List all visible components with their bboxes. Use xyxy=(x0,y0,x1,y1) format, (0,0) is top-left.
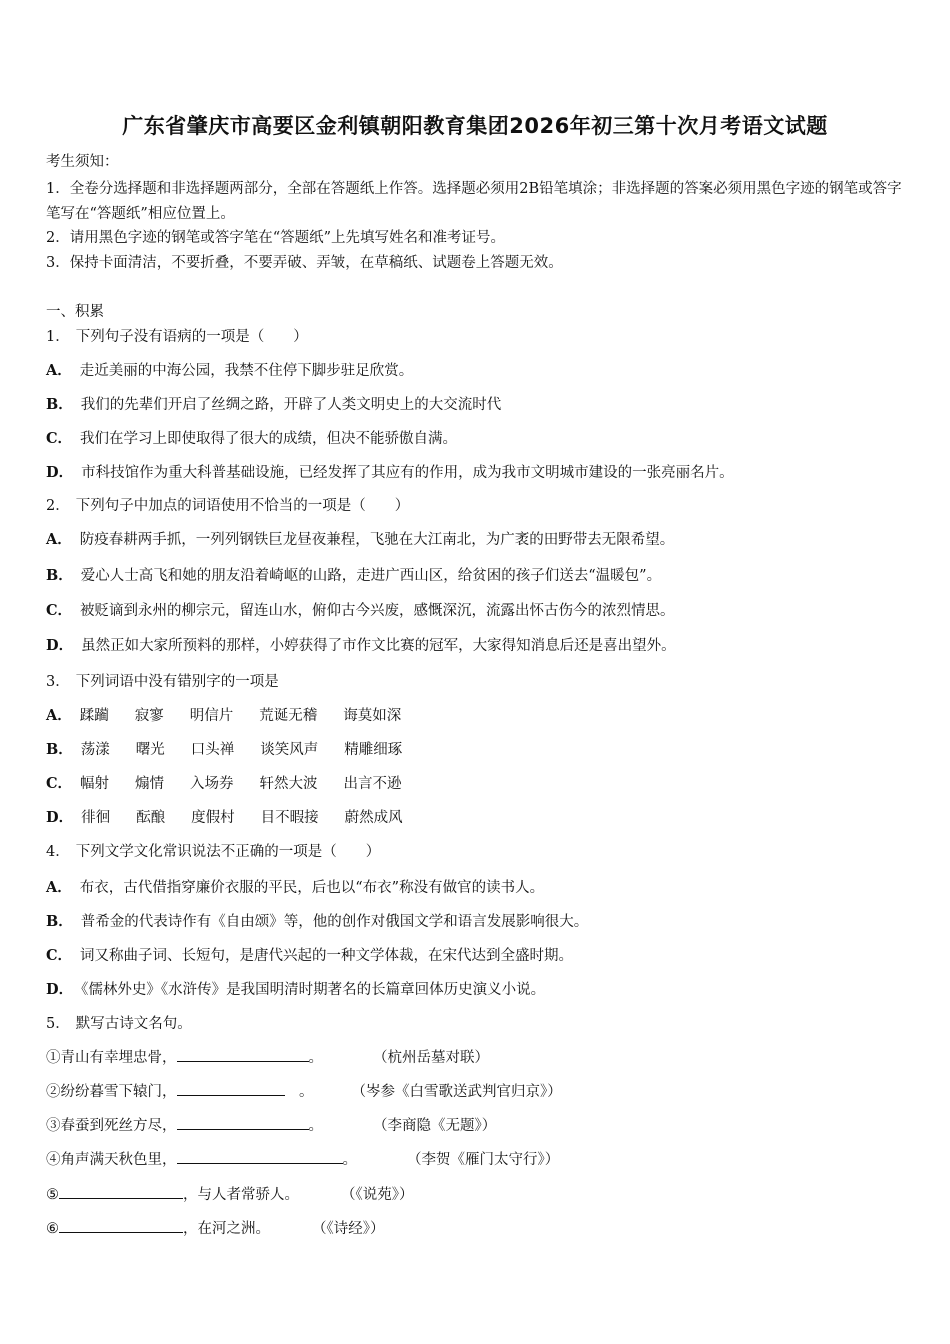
dictation-source: （岑参《白雪歌送武判官归京》） xyxy=(351,1084,562,1100)
question-number: 3． xyxy=(46,674,70,690)
dictation-item-5 xyxy=(46,1184,910,1205)
answer-blank[interactable] xyxy=(59,1184,183,1199)
q1-option-c xyxy=(46,429,910,449)
option-label: C． xyxy=(46,947,73,964)
dictation-after: 。 xyxy=(284,1084,314,1100)
question-text: 默写古诗文名句。 xyxy=(75,1016,192,1032)
option-label: A． xyxy=(46,362,72,379)
dictation-before: ⑤ xyxy=(46,1187,59,1203)
word: 酝酿 xyxy=(136,810,166,826)
question-4-stem xyxy=(46,842,910,862)
question-text: 下列句子没有语病的一项是（ ） xyxy=(75,329,308,345)
dictation-after: 。 xyxy=(308,1050,323,1066)
q4-option-d xyxy=(46,980,910,1000)
question-2-stem xyxy=(46,496,910,516)
option-text: 布衣，古代借指穿廉价衣服的平民，后也以“布衣”称没有做官的读书人。 xyxy=(79,880,545,896)
dictation-after: ，与人者常骄人。 xyxy=(183,1187,299,1203)
q2-option-b xyxy=(46,566,910,586)
word: 出言不逊 xyxy=(343,776,402,792)
question-number: 1． xyxy=(46,329,70,345)
option-text: 《儒林外史》《水浒传》是我国明清时期著名的长篇章回体历史演义小说。 xyxy=(81,982,546,998)
dictation-item-2 xyxy=(46,1081,910,1102)
option-label: D． xyxy=(46,637,74,654)
dictation-after: 。 xyxy=(308,1118,323,1134)
q2-option-a xyxy=(46,530,910,550)
dictation-item-6 xyxy=(46,1218,910,1239)
word: 荒诞无稽 xyxy=(259,708,318,724)
option-text: 词又称曲子词、长短句，是唐代兴起的一种文学体裁，在宋代达到全盛时期。 xyxy=(80,948,574,964)
q4-option-c xyxy=(46,946,910,966)
dictation-before: ②纷纷暮雪下辕门， xyxy=(46,1084,177,1100)
word: 入场券 xyxy=(190,776,234,792)
q1-option-b xyxy=(46,395,910,415)
page-title: 广东省肇庆市高要区金利镇朝阳教育集团2026年初三第十次月考语文试题 xyxy=(122,114,828,138)
dictation-source: （《诗经》） xyxy=(312,1221,385,1237)
word: 曙光 xyxy=(135,742,165,758)
q1-option-a xyxy=(46,361,910,381)
dictation-item-3 xyxy=(46,1115,910,1136)
option-label: D． xyxy=(46,464,74,481)
option-label: C． xyxy=(46,602,73,619)
question-5-stem xyxy=(46,1014,910,1034)
word: 口头禅 xyxy=(190,742,235,758)
option-label: B． xyxy=(46,913,73,930)
option-label: C． xyxy=(46,430,73,447)
question-text: 下列文学文化常识说法不正确的一项是（ ） xyxy=(75,844,381,860)
word: 谈笑风声 xyxy=(260,742,319,758)
answer-blank[interactable] xyxy=(177,1149,343,1164)
section-heading: 一、积累 xyxy=(46,304,104,320)
answer-blank[interactable] xyxy=(177,1115,309,1130)
word: 徘徊 xyxy=(81,810,111,826)
option-text: 市科技馆作为重大科普基础设施，已经发挥了其应有的作用，成为我市文明城市建设的一张亮丽名片。 xyxy=(81,465,734,481)
word: 精雕细琢 xyxy=(344,742,403,758)
question-number: 2． xyxy=(46,498,70,514)
word: 目不暇接 xyxy=(260,810,319,826)
answer-blank[interactable] xyxy=(177,1047,309,1062)
option-text: 被贬谪到永州的柳宗元，留连山水，俯仰古今兴废，感慨深沉，流露出怀古伤今的浓烈情思。 xyxy=(80,603,675,619)
word: 轩然大波 xyxy=(259,776,318,792)
notice-item-1: 1．全卷分选择题和非选择题两部分，全部在答题纸上作答。选择题必须用2B铅笔填涂；非选择题的答案必须用黑色字迹的钢笔或答字笔写在“答题纸”相应位置上。 xyxy=(46,181,902,222)
dictation-source: （李贺《雁门太守行》） xyxy=(407,1152,560,1168)
option-label: C． xyxy=(46,775,73,792)
dictation-item-1 xyxy=(46,1047,910,1068)
q3-option-a xyxy=(46,706,910,726)
question-1-stem xyxy=(46,327,910,347)
word: 蔚然成风 xyxy=(344,810,403,826)
answer-blank[interactable] xyxy=(59,1218,183,1233)
q4-option-b xyxy=(46,912,910,932)
option-label: A． xyxy=(46,531,72,548)
option-label: D． xyxy=(46,809,74,826)
q3-option-b xyxy=(46,740,910,760)
word: 明信片 xyxy=(189,708,234,724)
option-text: 走近美丽的中海公园，我禁不住停下脚步驻足欣赏。 xyxy=(79,363,414,379)
word: 诲莫如深 xyxy=(343,708,402,724)
answer-blank[interactable] xyxy=(177,1081,285,1096)
word: 荡漾 xyxy=(80,742,110,758)
option-label: A． xyxy=(46,707,72,724)
dictation-before: ④角声满天秋色里， xyxy=(46,1152,177,1168)
q3-option-c xyxy=(46,774,910,794)
option-label: A． xyxy=(46,879,72,896)
word: 幅射 xyxy=(80,776,110,792)
word: 度假村 xyxy=(191,810,235,826)
q1-option-d xyxy=(46,463,910,483)
word: 煽情 xyxy=(135,776,165,792)
word: 蹂躏 xyxy=(79,708,109,724)
question-number: 5． xyxy=(46,1016,70,1032)
question-text: 下列句子中加点的词语使用不恰当的一项是（ ） xyxy=(75,498,410,514)
option-text: 虽然正如大家所预料的那样，小婷获得了市作文比赛的冠军，大家得知消息后还是喜出望外。 xyxy=(81,638,676,654)
option-label: B． xyxy=(46,396,73,413)
dictation-before: ⑥ xyxy=(46,1221,59,1237)
dictation-after: 。 xyxy=(342,1152,357,1168)
dictation-before: ①青山有幸埋忠骨， xyxy=(46,1050,177,1066)
q2-option-c xyxy=(46,601,910,621)
option-text: 我们在学习上即使取得了很大的成绩，但决不能骄傲自满。 xyxy=(80,431,458,447)
option-label: D． xyxy=(46,981,74,998)
option-text: 防疫春耕两手抓，一列列钢铁巨龙昼夜兼程，飞驰在大江南北，为广袤的田野带去无限希望。 xyxy=(79,532,675,548)
dictation-after: ，在河之洲。 xyxy=(183,1221,270,1237)
dictation-item-4 xyxy=(46,1149,910,1170)
option-label: B． xyxy=(46,741,73,758)
question-text: 下列词语中没有错别字的一项是 xyxy=(75,674,279,690)
q2-option-d xyxy=(46,636,910,656)
option-label: B． xyxy=(46,567,73,584)
word: 寂寥 xyxy=(134,708,164,724)
dictation-source: （李商隐《无题》） xyxy=(373,1118,497,1134)
question-number: 4． xyxy=(46,844,70,860)
option-text: 我们的先辈们开启了丝绸之路，开辟了人类文明史上的大交流时代 xyxy=(80,397,502,413)
dictation-before: ③春蚕到死丝方尽， xyxy=(46,1118,177,1134)
option-text: 普希金的代表诗作有《自由颂》等，他的创作对俄国文学和语言发展影响很大。 xyxy=(80,914,589,930)
question-3-stem xyxy=(46,672,910,692)
notice-heading: 考生须知： xyxy=(46,154,119,170)
option-text: 爱心人士高飞和她的朋友沿着崎岖的山路，走进广西山区，给贫困的孩子们送去“温暖包”。 xyxy=(80,568,662,584)
dictation-source: （杭州岳墓对联） xyxy=(373,1050,489,1066)
dictation-source: （《说苑》） xyxy=(341,1187,414,1203)
q4-option-a xyxy=(46,878,910,898)
q3-option-d xyxy=(46,808,910,828)
notice-item-2: 2．请用黑色字迹的钢笔或答字笔在“答题纸”上先填写姓名和准考证号。 xyxy=(46,230,506,246)
notice-item-3: 3．保持卡面清洁，不要折叠，不要弄破、弄皱，在草稿纸、试题卷上答题无效。 xyxy=(46,255,563,271)
